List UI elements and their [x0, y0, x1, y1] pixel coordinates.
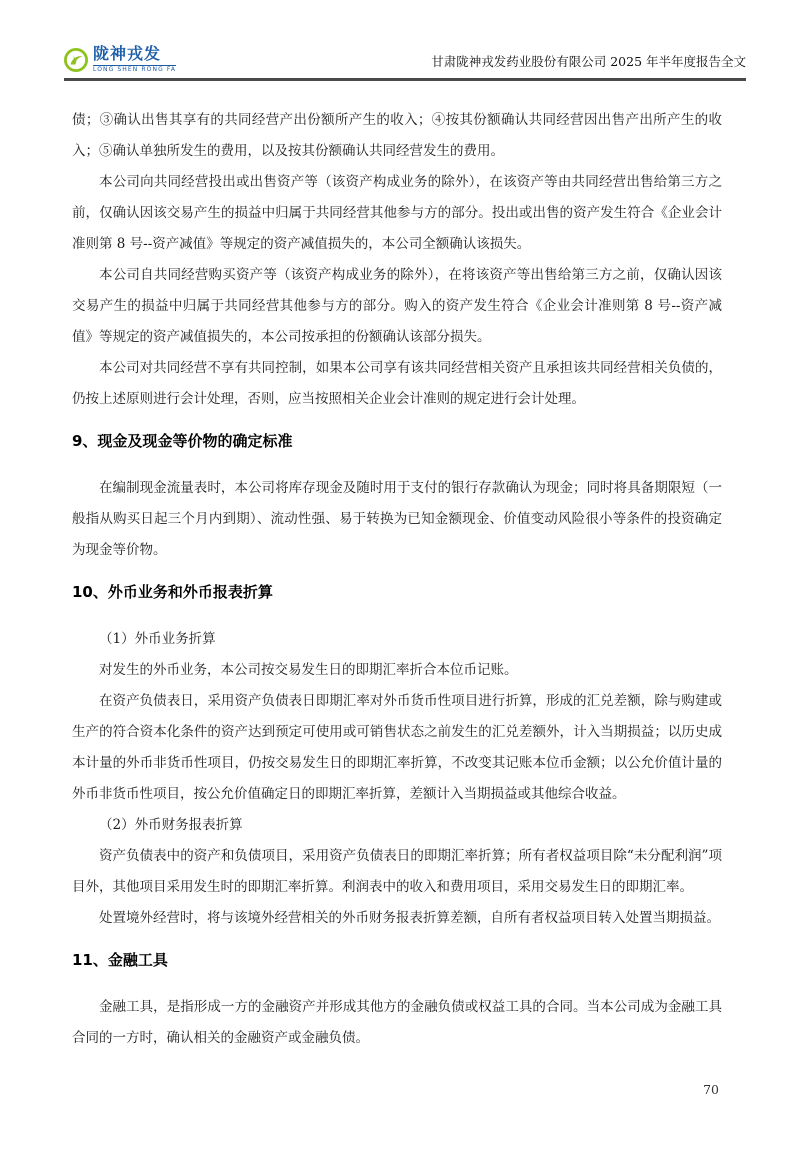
section-heading-financial-instruments: 11、金融工具 [72, 951, 168, 969]
company-logo [64, 46, 176, 73]
paragraph: 在资产负债表日，采用资产负债表日即期汇率对外币货币性项目进行折算，形成的汇兑差额，除与购建或生产的符合资本化条件的资产达到预定可使用或可销售状态之前发生的汇兑差额外，计入当期损益；以历史成本计量的外币非货币性项目，仍按交易发生日的即期汇率折算，不改变其记账本位币金额；以公允价值计量的外币非货币性项目，按公允价值确定日的即期汇率折算，差额计入当期损益或其他综合收益。 [72, 693, 722, 802]
paragraph: 资产负债表中的资产和负债项目，采用资产负债表日的即期汇率折算；所有者权益项目除“未分配利润”项目外，其他项目采用发生时的即期汇率折算。利润表中的收入和费用项目，采用交易发生日的即期汇率。 [72, 848, 722, 895]
sub-item-label: （2）外币财务报表折算 [99, 817, 243, 833]
document-body [72, 81, 722, 1054]
paragraph: 金融工具，是指形成一方的金融资产并形成其他方的金融负债或权益工具的合同。当本公司成为金融工具合同的一方时，确认相关的金融资产或金融负债。 [72, 999, 722, 1046]
paragraph: 在编制现金流量表时，本公司将库存现金及随时用于支付的银行存款确认为现金；同时将具备期限短（一般指从购买日起三个月内到期）、流动性强、易于转换为已知金额现金、价值变动风险很小等条件的投资确定为现金等价物。 [72, 480, 722, 558]
paragraph: 处置境外经营时，将与该境外经营相关的外币财务报表折算差额，自所有者权益项目转入处置当期损益。 [99, 910, 720, 926]
page-header [64, 46, 746, 81]
report-title: 甘肃陇神戎发药业股份有限公司 2025 年半年度报告全文 [431, 54, 746, 69]
page-number: 70 [703, 1082, 719, 1097]
brand-name-cn: 陇神戎发 [93, 44, 162, 63]
longshen-logo-icon [64, 48, 88, 72]
paragraph: 对发生的外币业务，本公司按交易发生日的即期汇率折合本位币记账。 [99, 662, 518, 678]
brand-name-en: LONG SHEN RONG FA [93, 66, 177, 73]
sub-item-label: （1）外币业务折算 [99, 631, 216, 647]
section-heading-foreign-currency: 10、外币业务和外币报表折算 [72, 583, 273, 601]
paragraph: 本公司自共同经营购买资产等（该资产构成业务的除外），在将该资产等出售给第三方之前，仅确认因该交易产生的损益中归属于共同经营其他参与方的部分。购入的资产发生符合《企业会计准则第 8 号--资产减值》等规定的资产减值损失的，本公司按承担的份额确认该部分损失。 [72, 267, 722, 345]
report-page [0, 46, 793, 1168]
paragraph: 债；③确认出售其享有的共同经营产出份额所产生的收入；④按其份额确认共同经营因出售产出所产生的收入；⑤确认单独所发生的费用，以及按其份额确认共同经营发生的费用。 [72, 112, 722, 159]
paragraph: 本公司对共同经营不享有共同控制，如果本公司享有该共同经营相关资产且承担该共同经营相关负债的，仍按上述原则进行会计处理，否则，应当按照相关企业会计准则的规定进行会计处理。 [72, 360, 722, 407]
brand-text [93, 46, 176, 73]
paragraph: 本公司向共同经营投出或出售资产等（该资产构成业务的除外），在该资产等由共同经营出售给第三方之前，仅确认因该交易产生的损益中归属于共同经营其他参与方的部分。投出或出售的资产发生符合《企业会计准则第 8 号--资产减值》等规定的资产减值损失的，本公司全额确认该损失。 [72, 174, 722, 252]
section-heading-cash-equivalents: 9、现金及现金等价物的确定标准 [72, 432, 293, 450]
